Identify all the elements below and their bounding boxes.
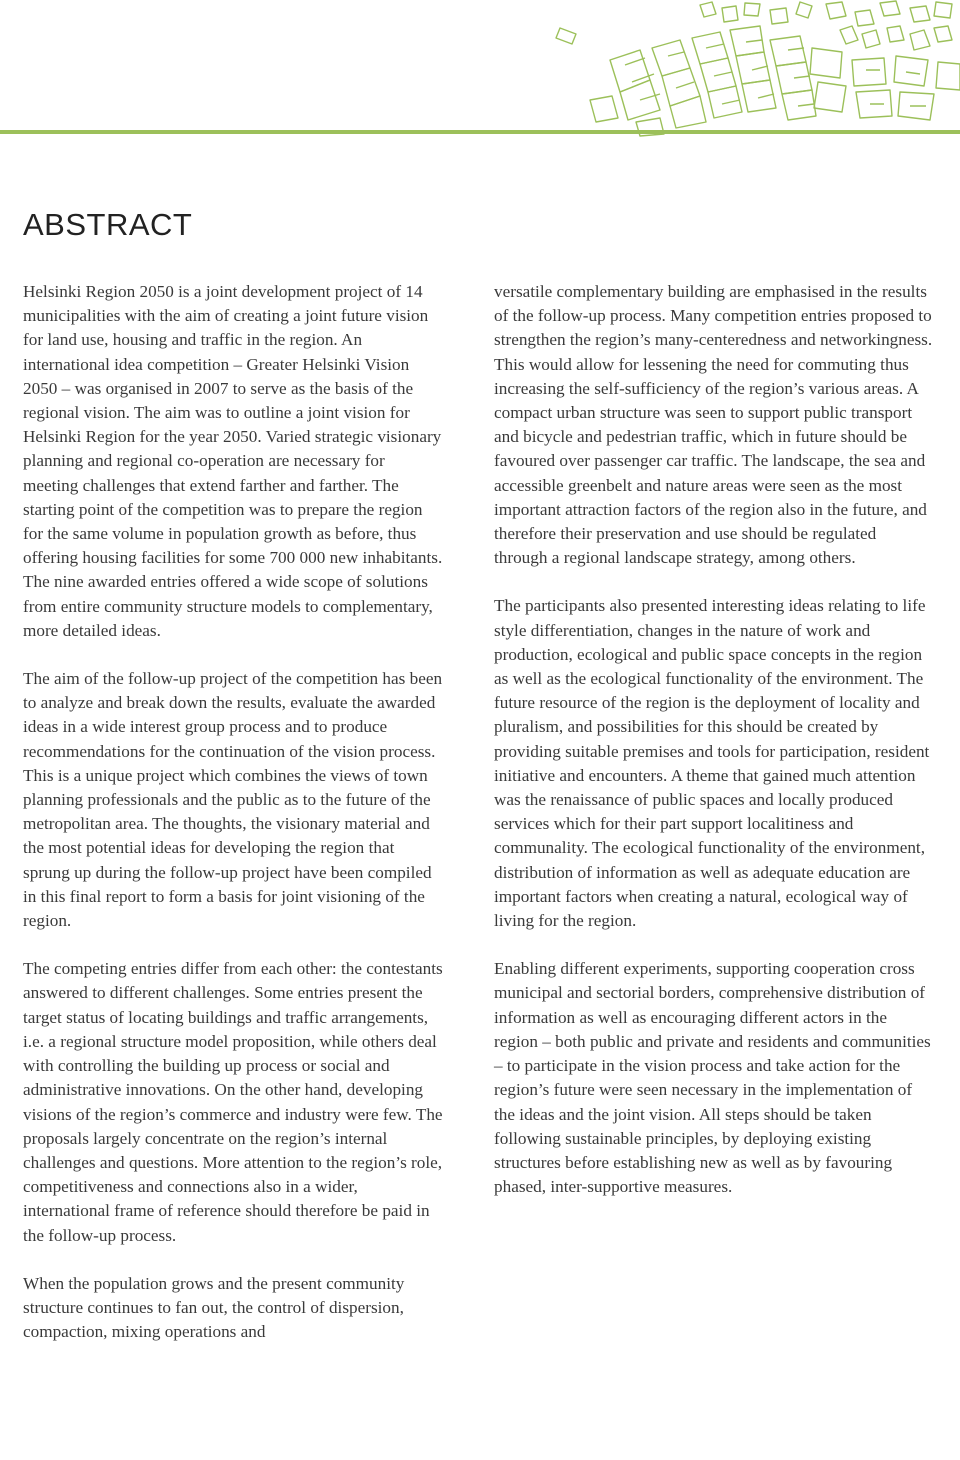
body-paragraph: When the population grows and the present community structure continues to fan out, the control of dispersion, compaction, mixing operations and	[23, 1273, 405, 1342]
right-text-column	[494, 280, 934, 1223]
left-text-column	[23, 280, 443, 1368]
body-paragraph: The aim of the follow-up project of the competition has been to analyze and break down the results, evaluate the awarded ideas in a wide interest group process and to produce recommendations for the continuation of the vision process. This is a unique project which combines the views of town planning professionals and the public as to the future of the metropolitan area. The thoughts, the visionary material and the most potential ideas for developing the region that sprung up during the follow-up project have been compiled in this final report to form a basis for joint visioning of the region.	[23, 669, 443, 931]
body-paragraph: versatile complementary building are emphasised in the results of the follow-up process. Many competition entries proposed to strengthen the region’s many-centeredness and networkingness. This would allow for lessening the need for commuting thus increasing the self-sufficiency of the region’s various areas. A compact urban structure was seen to support public transport and bicycle and pedestrian traffic, which in future should be favoured over passenger car traffic. The landscape, the sea and accessible greenbelt and nature areas were seen as the most important attraction factors of the region also in the future, and therefore their preservation and use should be regulated through a regional landscape strategy, among others.	[494, 282, 933, 568]
body-paragraph: Enabling different experiments, supporting cooperation cross municipal and sectorial borders, comprehensive distribution of information as well as encouraging different actors in the region – both public and private and residents and communities – to participate in the vision process and take action for the region’s future were seen necessary in the implementation of the ideas and the joint vision. All steps should be taken following sustainable principles, by deploying existing structures before establishing new as well as by favouring phased, inter-supportive measures.	[494, 959, 931, 1197]
body-paragraph: The participants also presented interesting ideas relating to life style differentiation, changes in the nature of work and production, ecological and public space concepts in the region as well as the ecological functionality of the environment. The future resource of the region is the deployment of locality and pluralism, and possibilities for this should be created by providing suitable premises and tools for participation, resident initiative and encounters. A theme that gained much attention was the renaissance of public spaces and locally produced services which for their part support localitiness and communality. The ecological functionality of the environment, distribution of information as well as adequate education are important factors when creating a natural, ecological way of living for the region.	[494, 596, 930, 931]
page-title: ABSTRACT	[23, 207, 193, 242]
body-paragraph: The competing entries differ from each other: the contestants answered to different challenges. Some entries present the target status of locating buildings and traffic arrangements, i.e. a regional structure model proposition, while others deal with controlling the building up process or social and administrative innovations. On the other hand, developing visions of the region’s commerce and industry were few. The proposals largely concentrate on the region’s internal challenges and questions. More attention to the region’s role, competitiveness and connections also in a wider, international frame of reference should therefore be paid in the follow-up process.	[23, 959, 443, 1245]
header-divider	[0, 130, 960, 134]
street-map-illustration	[0, 0, 960, 140]
body-paragraph: Helsinki Region 2050 is a joint development project of 14 municipalities with the aim of creating a joint future vision for land use, housing and traffic in the region. An international idea competition – Greater Helsinki Vision 2050 – was organised in 2007 to serve as the basis of the regional vision. The aim was to outline a joint vision for Helsinki Region for the year 2050. Varied strategic visionary planning and regional co-operation are necessary for meeting challenges that extend farther and farther. The starting point of the competition was to prepare the region for the same volume in population growth as before, thus offering housing facilities for some 700 000 new inhabitants. The nine awarded entries offered a wide scope of solutions from entire community structure models to complementary, more detailed ideas.	[23, 282, 443, 640]
